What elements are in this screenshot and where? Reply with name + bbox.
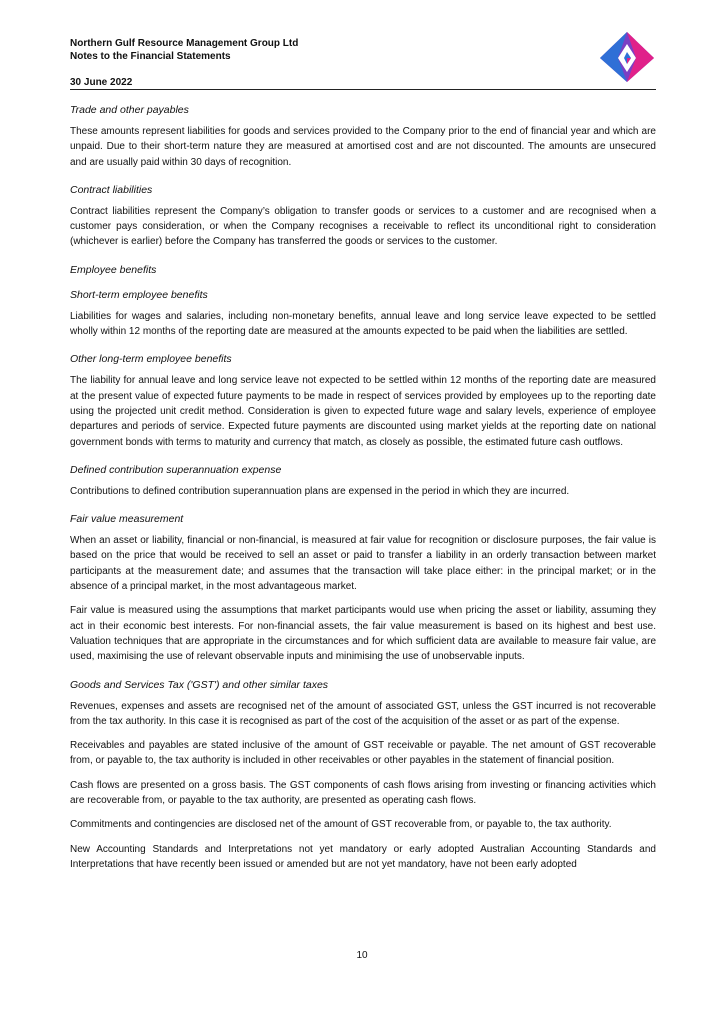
- section-heading: Trade and other payables: [70, 104, 189, 116]
- header-rule: [70, 89, 656, 90]
- paragraph: Revenues, expenses and assets are recognised net of the amount of associated GST, unless the GST incurred is not recoverable from the tax authority. In this case it is recognised as part of the cost of the acquisition of the asset or as part of the expense.: [70, 700, 656, 727]
- paragraph: Receivables and payables are stated inclusive of the amount of GST receivable or payable. The net amount of GST recoverable from, or payable to, the tax authority is included in other receivables or other payables in the statement of financial position.: [70, 740, 656, 767]
- paragraph: Cash flows are presented on a gross basis. The GST components of cash flows arising from investing or financing activities which are recoverable from, or payable to the tax authority, are presented as operating cash flows.: [70, 779, 656, 807]
- organisation-name: Northern Gulf Resource Management Group Ltd: [70, 38, 299, 49]
- paragraph: Fair value is measured using the assumptions that market participants would use when pricing the asset or liability, assuming they act in their economic best interests. For non-financial assets, the fair value measurement is based on its highest and best use. Valuation techniques that are appropriate in the circumstances and for which sufficient data are available to measure fair value, are used, maximising the use of relevant observable inputs and minimising the use of unobservable inputs.: [70, 605, 656, 663]
- paragraph: The liability for annual leave and long service leave not expected to be settled within 12 months of the reporting date are measured at the present value of expected future payments to be made in respect of services provided by employees up to the reporting date using the projected unit credit method. Consideration is given to expected future wage and salary levels, experience of employee departures and periods of service. Expected future payments are discounted using market yields at the reporting date on national government bonds with terms to maturity and currency that match, as closely as possible, the estimated future cash outflows.: [70, 375, 656, 448]
- notes-body: [70, 103, 656, 881]
- paragraph: Contract liabilities represent the Company’s obligation to transfer goods or services to a customer and are recognised when a customer pays consideration, or when the Company recognises a receivable to reflect its unconditional right to consideration (whichever is earlier) before the Company has transferred the goods or services to the customer.: [70, 205, 656, 248]
- paragraph: Contributions to defined contribution superannuation plans are expensed in the period in which they are incurred.: [70, 485, 570, 497]
- page-header: [70, 37, 656, 88]
- ngrmg-logo-icon: [598, 30, 656, 84]
- paragraph: New Accounting Standards and Interpretations not yet mandatory or early adopted Australian Accounting Standards and Interpretations that have recently been issued or amended but are not yet mandatory, have not been early adopted: [70, 843, 656, 870]
- paragraph: Liabilities for wages and salaries, including non-monetary benefits, annual leave and long service leave expected to be settled wholly within 12 months of the reporting date are measured at the amounts expected to be paid when the liabilities are settled.: [70, 310, 656, 338]
- page-number: 10: [356, 950, 368, 961]
- section-heading: Contract liabilities: [70, 183, 153, 196]
- paragraph: When an asset or liability, financial or non-financial, is measured at fair value for recognition or disclosure purposes, the fair value is based on the price that would be received to sell an asset or paid to transfer a liability in an orderly transaction between market participants at the measurement date; and assumes that the transaction will take place either: in the principal market; or in the absence of a principal market, in the most advantageous market.: [70, 535, 656, 593]
- section-heading: Goods and Services Tax ('GST') and other similar taxes: [70, 678, 329, 691]
- section-heading: Other long-term employee benefits: [70, 353, 232, 366]
- paragraph: Commitments and contingencies are disclosed net of the amount of GST recoverable from, or payable to, the tax authority.: [70, 819, 612, 831]
- section-heading: Fair value measurement: [70, 513, 184, 526]
- paragraph: These amounts represent liabilities for goods and services provided to the Company prior to the end of financial year and which are unpaid. Due to their short-term nature they are measured at amortised cost and are not discounted. The amounts are unsecured and are usually paid within 30 days of recognition.: [70, 126, 656, 168]
- section-heading: Short-term employee benefits: [70, 288, 208, 301]
- section-heading: Defined contribution superannuation expense: [70, 463, 282, 476]
- report-date: 30 June 2022: [70, 77, 133, 88]
- document-title: Notes to the Financial Statements: [70, 51, 231, 62]
- section-heading: Employee benefits: [70, 263, 157, 276]
